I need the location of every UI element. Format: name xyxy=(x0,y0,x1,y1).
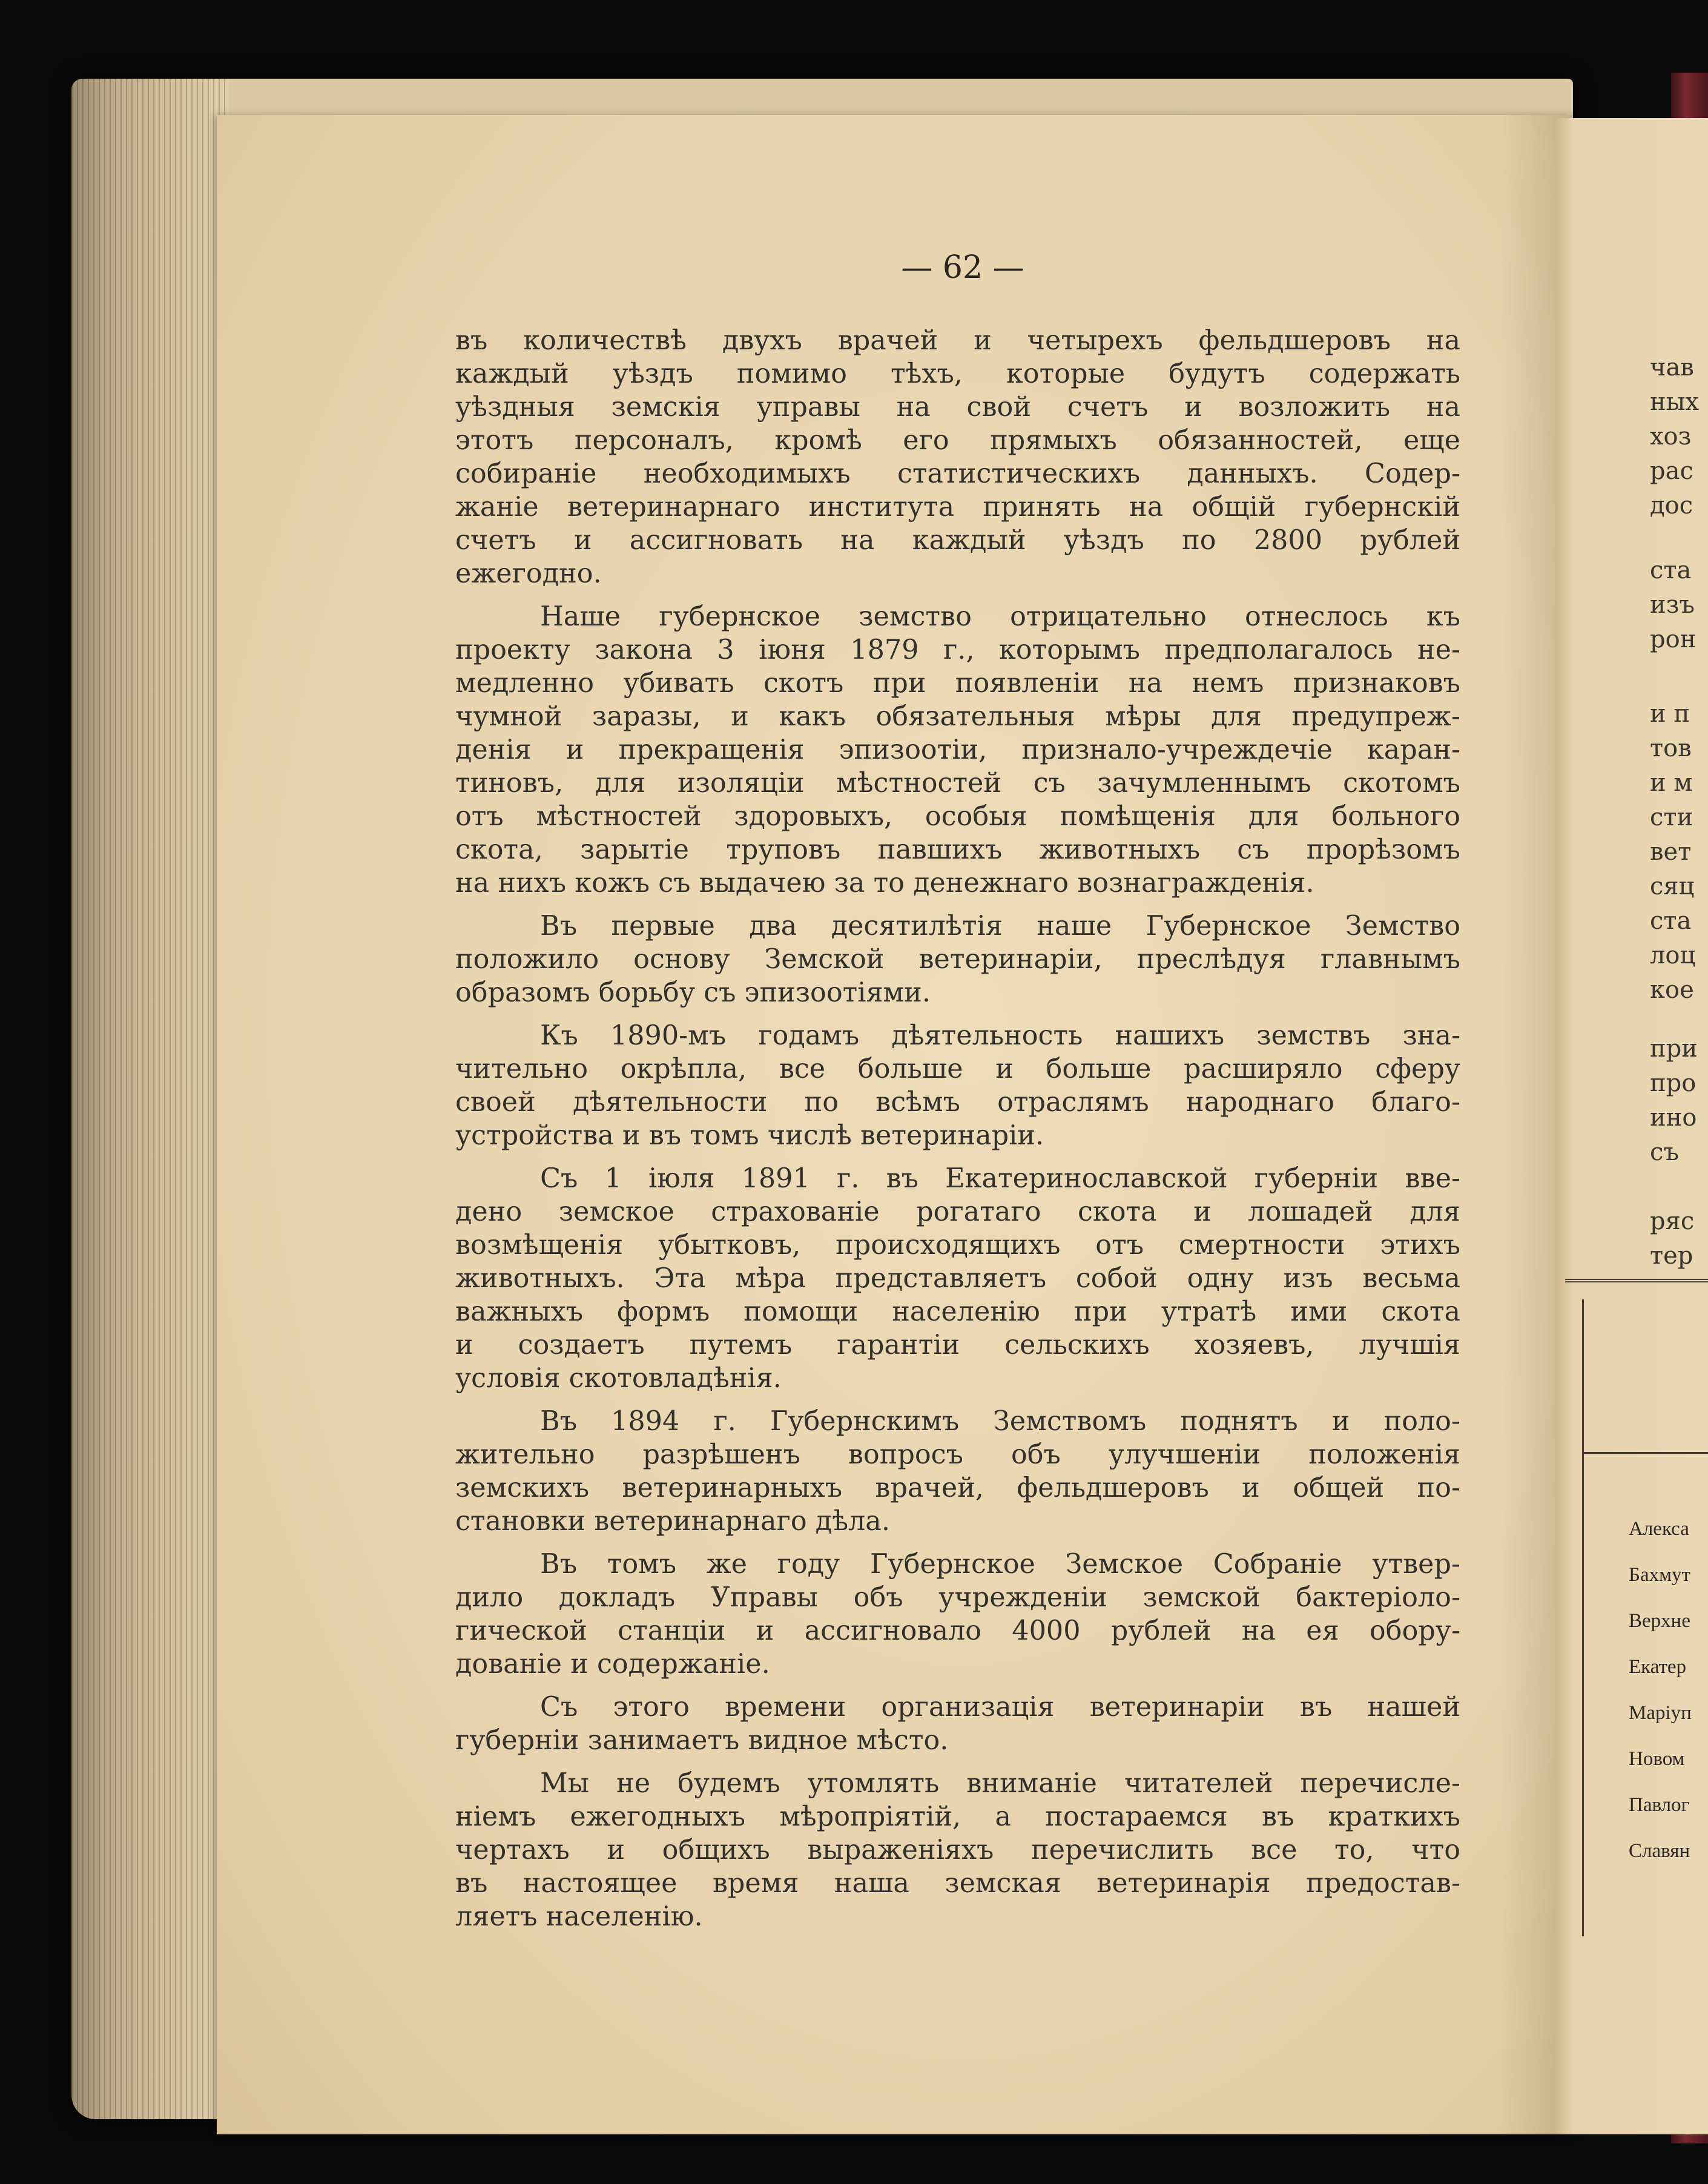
text-line: въ настоящее время наша земская ветеринарія предостав- xyxy=(455,1868,1460,1899)
table-row-label: Алекса xyxy=(1629,1518,1689,1540)
text-line: жаніе ветеринарнаго института принять на общій губернскій xyxy=(455,492,1460,523)
table-row-label: Славян xyxy=(1629,1840,1690,1862)
text-line: ежегодно. xyxy=(455,558,602,589)
next-page-fragment: ных xyxy=(1650,388,1700,416)
table-row-label: Бахмут xyxy=(1629,1564,1690,1586)
table-horizontal-rule xyxy=(1582,1452,1708,1454)
text-line: становки ветеринарнаго дѣла. xyxy=(455,1506,890,1537)
text-line: губерніи занимаетъ видное мѣсто. xyxy=(455,1725,949,1756)
table-row-label: Екатер xyxy=(1629,1656,1687,1678)
text-line: счетъ и ассигновать на каждый уѣздъ по 2800 рублей xyxy=(455,525,1460,556)
text-line: ляетъ населенію. xyxy=(455,1901,703,1932)
table-row-label: Верхне xyxy=(1629,1610,1690,1632)
text-line: земскихъ ветеринарныхъ врачей, фельдшеровъ и общей по- xyxy=(455,1473,1460,1503)
text-line: устройства и въ томъ числѣ ветеринаріи. xyxy=(455,1120,1044,1151)
text-line: гической станціи и ассигновало 4000 рублей на ея обору- xyxy=(455,1615,1460,1646)
next-page-fragment: хоз xyxy=(1650,423,1692,450)
next-page-fragment: и м xyxy=(1650,769,1693,797)
table-vertical-rule xyxy=(1582,1299,1584,1936)
text-line: Въ 1894 г. Губернскимъ Земствомъ поднятъ и поло- xyxy=(540,1406,1460,1437)
text-line: Въ томъ же году Губернское Земское Собраніе утвер- xyxy=(540,1549,1460,1580)
text-line: важныхъ формъ помощи населенію при утратѣ ими скота xyxy=(455,1296,1460,1327)
text-line: дованіе и содержаніе. xyxy=(455,1649,770,1680)
text-line: Наше губернское земство отрицательно отнеслось къ xyxy=(540,601,1460,632)
text-line: чительно окрѣпла, все больше и больше расширяло сферу xyxy=(455,1054,1460,1084)
text-line: скота, зарытіе труповъ павшихъ животныхъ съ прорѣзомъ xyxy=(455,834,1460,865)
next-page-fragment: вет xyxy=(1650,838,1692,866)
text-line: своей дѣятельности по всѣмъ отраслямъ народнаго благо- xyxy=(455,1087,1460,1118)
text-line: Съ этого времени организація ветеринаріи въ нашей xyxy=(540,1692,1460,1723)
text-line: положило основу Земской ветеринаріи, преслѣдуя главнымъ xyxy=(455,944,1460,975)
text-line: жительно разрѣшенъ вопросъ объ улучшеніи положенія xyxy=(455,1439,1460,1470)
next-page-fragment: дос xyxy=(1650,492,1693,520)
next-page-fragment: изъ xyxy=(1650,591,1695,619)
text-line: дено земское страхованіе рогатаго скота и лошадей для xyxy=(455,1196,1460,1227)
text-line: проекту закона 3 іюня 1879 г., которымъ предполагалось не- xyxy=(455,635,1460,665)
text-line: тиновъ, для изоляціи мѣстностей съ зачумленнымъ скотомъ xyxy=(455,768,1460,799)
text-line: возмѣщенія убытковъ, происходящихъ отъ смертности этихъ xyxy=(455,1230,1460,1261)
text-line: дило докладъ Управы объ учрежденіи земской бактеріоло- xyxy=(455,1582,1460,1613)
paragraph-gap xyxy=(455,590,1460,600)
text-line: Съ 1 іюля 1891 г. въ Екатеринославской губерніи вве- xyxy=(540,1163,1460,1194)
paragraph-gap xyxy=(455,1152,1460,1162)
next-page-fragment: съ xyxy=(1650,1138,1679,1166)
next-page-fragment: про xyxy=(1650,1069,1696,1097)
next-page-fragment: сти xyxy=(1650,803,1693,831)
next-page-fragment: чав xyxy=(1650,354,1694,381)
text-line: медленно убивать скотъ при появленіи на немъ признаковъ xyxy=(455,668,1460,699)
table-row-label: Павлог xyxy=(1629,1794,1690,1816)
text-line: Въ первые два десятилѣтія наше Губернское Земство xyxy=(540,911,1460,942)
page-number: — 62 — xyxy=(901,249,1024,286)
text-line: чумной заразы, и какъ обязательныя мѣры для предупреж- xyxy=(455,701,1460,732)
paragraph-gap xyxy=(455,1009,1460,1019)
next-page-fragment: при xyxy=(1650,1035,1698,1063)
text-line: уѣздныя земскія управы на свой счетъ и возложить на xyxy=(455,392,1460,423)
text-line: ніемъ ежегодныхъ мѣропріятій, а постараемся въ краткихъ xyxy=(455,1801,1460,1832)
next-page-fragment: тов xyxy=(1650,734,1692,762)
text-line: и создаетъ путемъ гарантіи сельскихъ хозяевъ, лучшія xyxy=(455,1330,1460,1361)
table-row-label: Новом xyxy=(1629,1748,1685,1770)
next-page-fragment: кое xyxy=(1650,976,1694,1004)
next-page-fragment: сяц xyxy=(1650,873,1695,900)
text-line: условія скотовладѣнія. xyxy=(455,1363,782,1394)
text-line: собираніе необходимыхъ статистическихъ данныхъ. Содер- xyxy=(455,458,1460,489)
paragraph-gap xyxy=(455,1681,1460,1691)
paragraph-gap xyxy=(455,1757,1460,1767)
next-page-fragment: рас xyxy=(1650,457,1693,485)
text-line: этотъ персоналъ, кромѣ его прямыхъ обязанностей, еще xyxy=(455,425,1460,456)
next-page-fragment: лоц xyxy=(1650,942,1696,969)
table-row-label: Маріуп xyxy=(1629,1702,1692,1724)
text-line: отъ мѣстностей здоровыхъ, особыя помѣщенія для больного xyxy=(455,801,1460,832)
text-line: образомъ борьбу съ эпизоотіями. xyxy=(455,977,931,1008)
text-line: въ количествѣ двухъ врачей и четырехъ фельдшеровъ на xyxy=(455,325,1460,356)
next-page-fragment: ряс xyxy=(1650,1207,1695,1235)
next-page-fragment: и п xyxy=(1650,700,1690,728)
text-line: каждый уѣздъ помимо тѣхъ, которые будутъ содержать xyxy=(455,358,1460,389)
text-line: животныхъ. Эта мѣра представляетъ собой одну изъ весьма xyxy=(455,1263,1460,1294)
next-page-fragment: ста xyxy=(1650,556,1692,584)
paragraph-gap xyxy=(455,1538,1460,1548)
paragraph-gap xyxy=(455,1395,1460,1405)
text-line: Мы не будемъ утомлять вниманіе читателей перечисле- xyxy=(540,1768,1460,1799)
text-line: на нихъ кожъ съ выдачею за то денежнаго вознагражденія. xyxy=(455,868,1314,899)
next-page-fragment: рон xyxy=(1650,625,1696,653)
text-line: чертахъ и общихъ выраженіяхъ перечислить все то, что xyxy=(455,1835,1460,1866)
text-line: Къ 1890-мъ годамъ дѣятельность нашихъ земствъ зна- xyxy=(540,1020,1460,1051)
paragraph-gap xyxy=(455,900,1460,909)
body-text xyxy=(455,324,1460,1933)
next-page-fragment: тер xyxy=(1650,1242,1693,1270)
text-line: денія и прекращенія эпизоотіи, признало-учреждечіе каран- xyxy=(455,734,1460,765)
next-page-table-rows xyxy=(1629,1506,1692,1874)
next-page-fragment: ста xyxy=(1650,907,1692,935)
next-page-fragment: ино xyxy=(1650,1104,1697,1132)
